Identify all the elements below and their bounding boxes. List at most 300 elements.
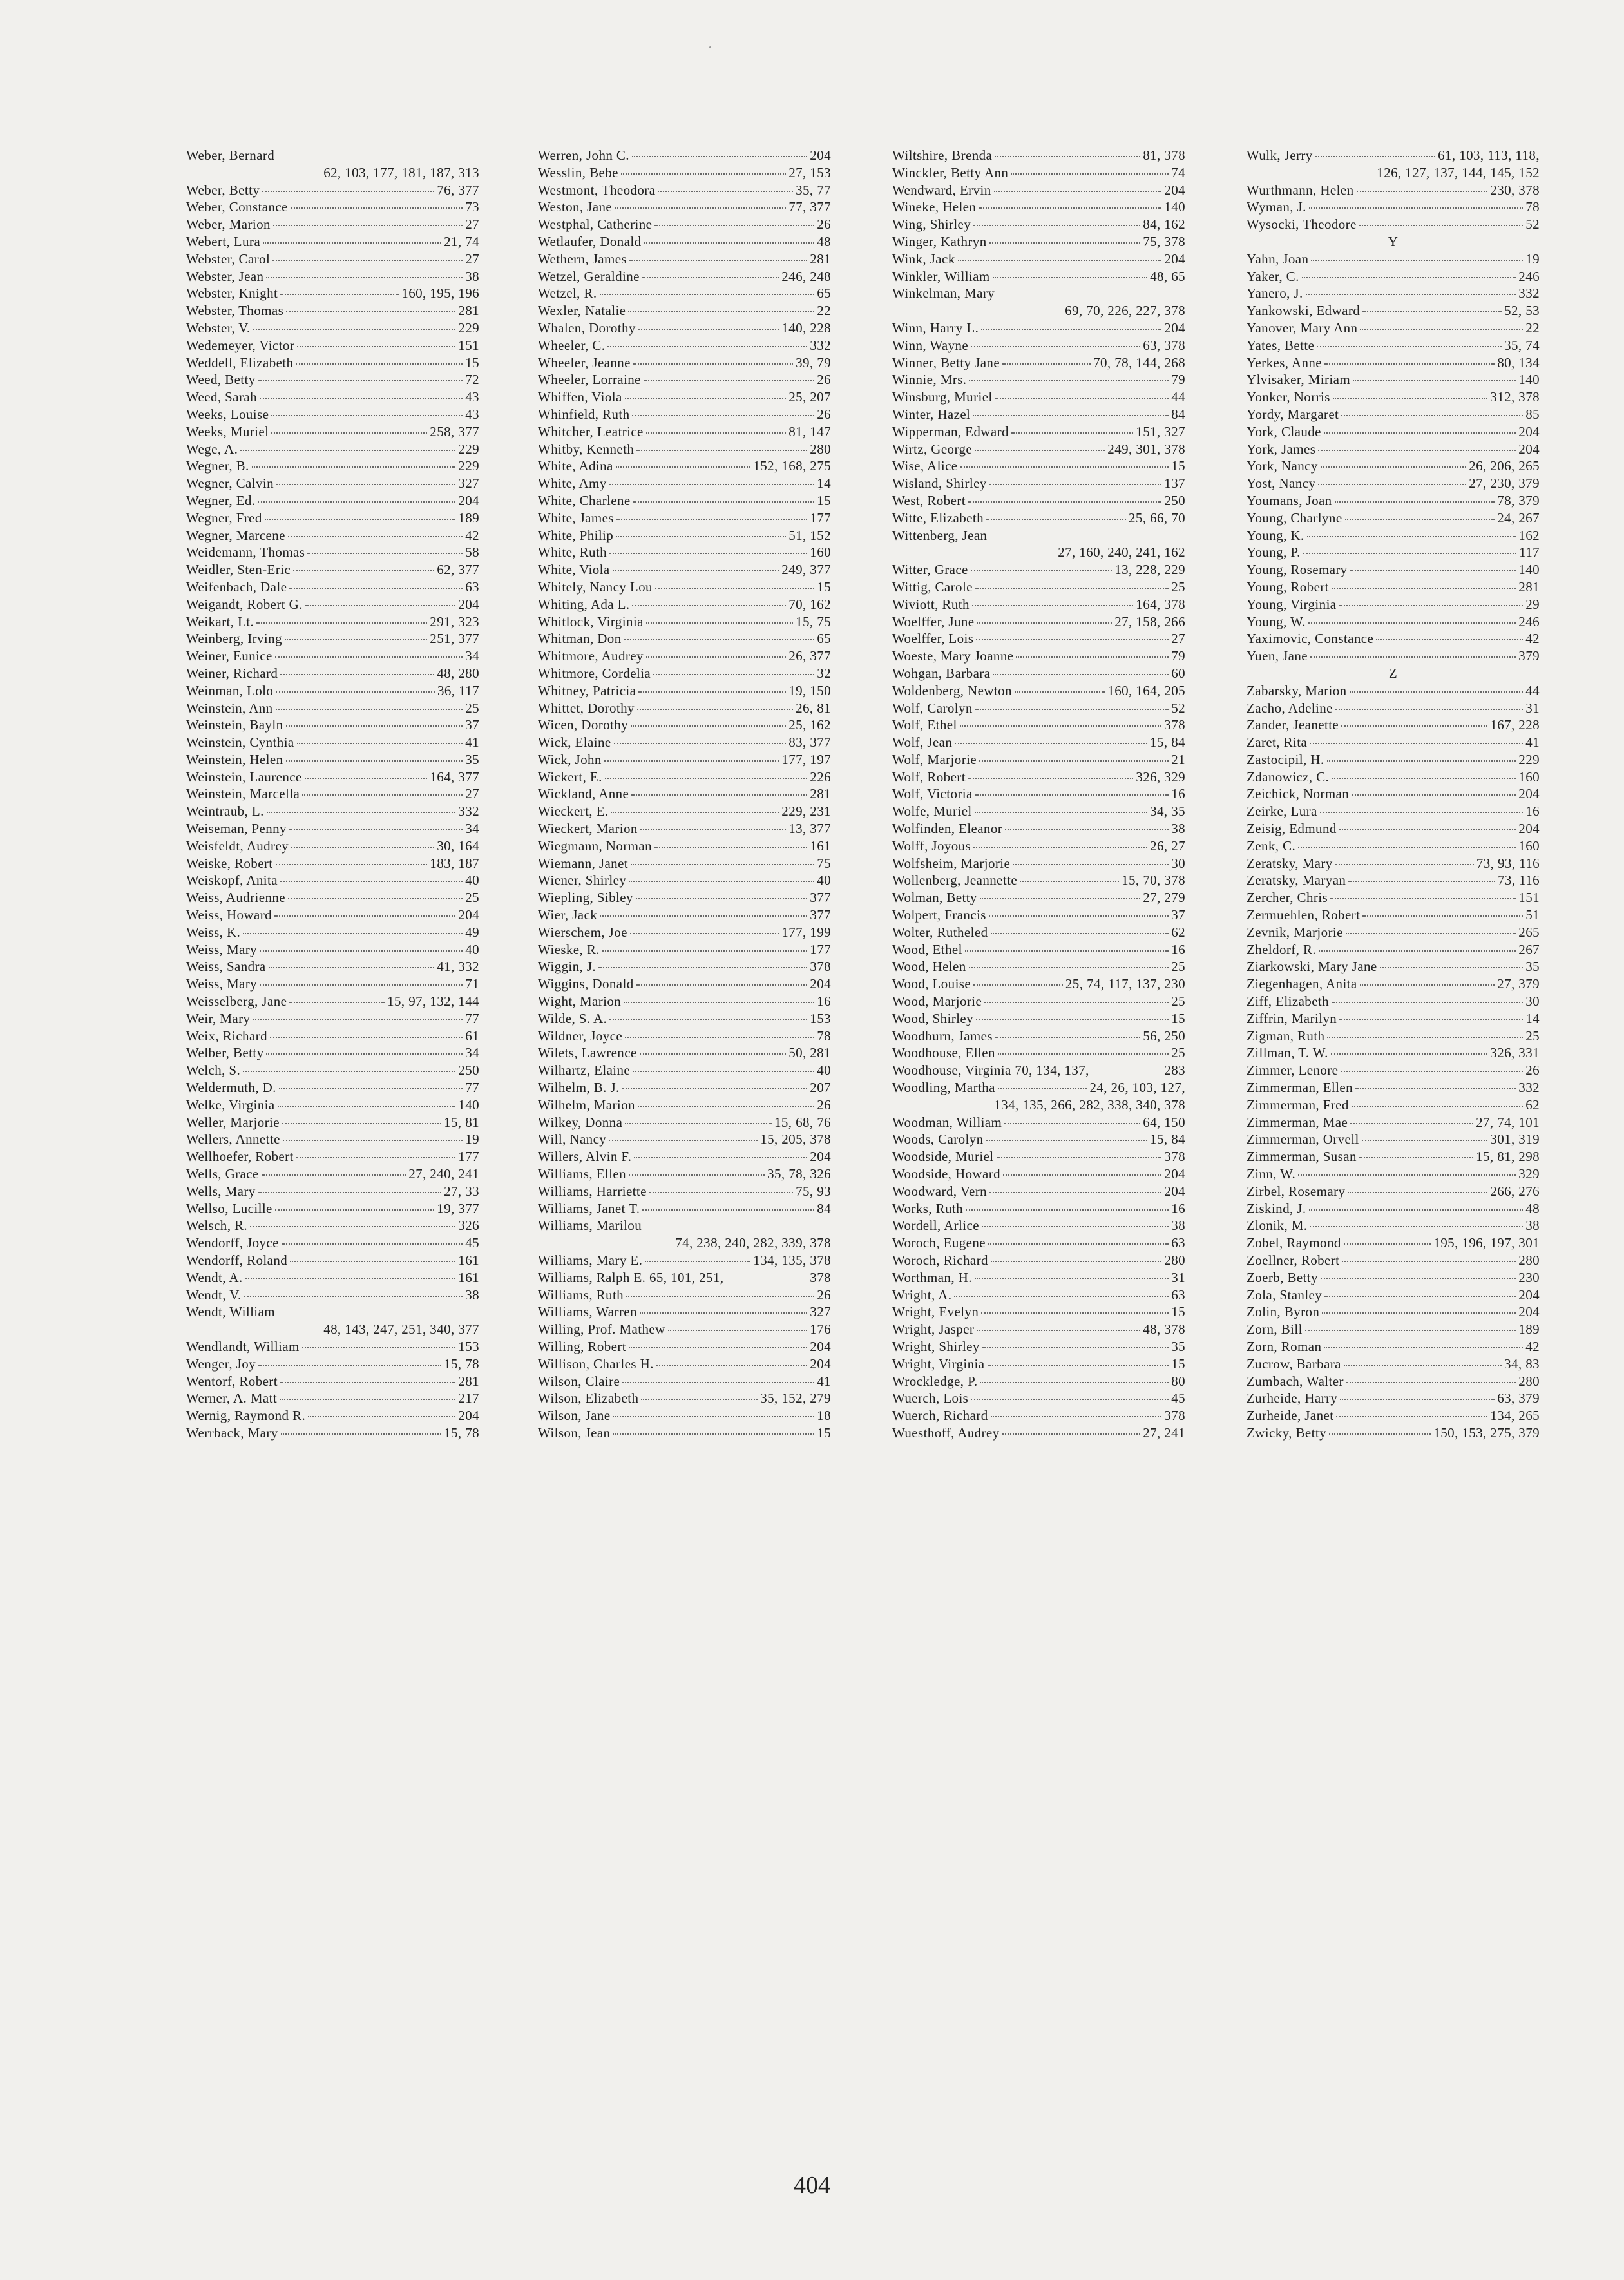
dot-leader: [960, 725, 1162, 727]
entry-name: Wendlandt, William: [186, 1338, 300, 1354]
index-entry: [892, 579, 1185, 596]
dot-leader: [642, 1209, 814, 1211]
entry-pages: 51: [1525, 907, 1540, 923]
index-entry: [538, 198, 831, 216]
entry-name: Weber, Bernard: [186, 148, 275, 163]
entry-pages: 77: [465, 1080, 479, 1096]
index-entry: [186, 803, 479, 820]
index-entry: [538, 423, 831, 441]
entry-name: Wier, Jack: [538, 907, 598, 923]
entry-pages: 27: [1171, 631, 1185, 647]
entry-name: Ylvisaker, Miriam: [1247, 372, 1351, 388]
dot-leader: [1329, 1433, 1431, 1435]
dot-leader: [609, 484, 815, 485]
index-entry: [538, 1287, 831, 1304]
dot-leader: [993, 277, 1147, 278]
dot-leader: [1330, 898, 1516, 899]
entry-name: Zeratsky, Mary: [1247, 855, 1333, 871]
dot-leader: [274, 915, 455, 917]
dot-leader: [285, 639, 427, 640]
entry-name: Young, Rosemary: [1247, 562, 1348, 578]
index-entry: [538, 1079, 831, 1097]
dot-leader: [1002, 363, 1091, 365]
index-entry: [1247, 441, 1540, 458]
entry-name: White, Ruth: [538, 544, 607, 560]
dot-leader: [611, 812, 779, 813]
index-entry: [186, 1114, 479, 1131]
entry-pages: 34: [465, 648, 479, 664]
entry-name: Yaximovic, Constance: [1247, 631, 1374, 647]
entry-name: Zumbach, Walter: [1247, 1373, 1344, 1389]
index-entry: [186, 734, 479, 751]
index-entry: [538, 596, 831, 613]
dot-leader: [628, 311, 814, 312]
index-entry: [1247, 406, 1540, 423]
index-entry: [538, 1390, 831, 1407]
dot-leader: [302, 1347, 456, 1348]
dot-leader: [1332, 588, 1516, 589]
entry-name: Wiepling, Sibley: [538, 890, 633, 906]
entry-name: Yaker, C.: [1247, 268, 1299, 284]
dot-leader: [1322, 1312, 1516, 1314]
index-entry: [186, 1165, 479, 1183]
entry-name: Woelffer, June: [892, 613, 975, 629]
entry-pages: 38: [1525, 1218, 1540, 1234]
dot-leader: [616, 519, 807, 520]
entry-pages: 26, 377: [788, 648, 831, 664]
index-entry: [1247, 354, 1540, 372]
dot-leader: [276, 864, 428, 865]
entry-pages: 291, 323: [430, 613, 479, 629]
entry-pages: 226: [810, 769, 831, 785]
entry-pages: 48, 65: [1150, 268, 1185, 284]
entry-pages: 378: [1164, 1408, 1185, 1424]
index-entry: [538, 838, 831, 855]
entry-name: Winner, Betty Jane: [892, 354, 1000, 370]
index-entry: [538, 1131, 831, 1148]
entry-pages: 15: [1171, 1010, 1185, 1026]
entry-name: Wolf, Robert: [892, 769, 966, 785]
entry-name: Weidler, Sten-Eric: [186, 562, 291, 578]
entry-name: Wegner, Calvin: [186, 475, 274, 492]
entry-pages: 35: [1171, 1338, 1185, 1354]
entry-pages: 329: [1518, 1166, 1540, 1182]
entry-name: Weiss, Audrienne: [186, 890, 286, 906]
dot-leader: [654, 225, 814, 226]
entry-pages: 13, 228, 229: [1114, 562, 1185, 578]
entry-pages: 30: [1171, 855, 1185, 871]
entry-pages: 204: [1164, 251, 1185, 267]
entry-name: Wuesthoff, Audrey: [892, 1424, 1000, 1441]
entry-pages: 25: [465, 890, 479, 906]
dot-leader: [1332, 1002, 1523, 1003]
index-entry: [1247, 751, 1540, 769]
entry-pages: 26: [817, 216, 831, 233]
dot-leader: [1348, 1192, 1487, 1193]
dot-leader: [245, 1278, 456, 1279]
index-entry: [186, 769, 479, 786]
index-entry: [892, 647, 1185, 665]
entry-pages: 26: [817, 1097, 831, 1113]
index-entry: [892, 1217, 1185, 1234]
entry-pages: 25, 66, 70: [1129, 510, 1185, 526]
entry-pages: 15: [465, 354, 479, 370]
dot-leader: [988, 1365, 1169, 1366]
entry-pages: 41: [817, 1373, 831, 1389]
entry-name: Wells, Grace: [186, 1166, 259, 1182]
index-entry: [1247, 769, 1540, 786]
index-entry: [538, 889, 831, 906]
dot-leader: [1353, 380, 1516, 381]
dot-leader: [613, 1433, 814, 1435]
dot-leader: [969, 380, 1169, 381]
entry-pages: 25: [1171, 1045, 1185, 1061]
entry-name: Woodburn, James: [892, 1028, 993, 1044]
dot-leader: [296, 1157, 456, 1158]
index-entry: [186, 613, 479, 631]
entry-pages: 204: [810, 1338, 831, 1354]
entry-name: Woeste, Mary Joanne: [892, 648, 1014, 664]
entry-name: Woods, Carolyn: [892, 1131, 984, 1147]
dot-leader: [958, 260, 1162, 261]
entry-name: Wickert, E.: [538, 769, 602, 785]
index-entry: [892, 1269, 1185, 1287]
entry-pages: 27, 153: [788, 164, 831, 180]
index-entry: [186, 872, 479, 889]
dot-leader: [1340, 1399, 1495, 1400]
dot-leader: [638, 1106, 814, 1107]
index-entry: [538, 1200, 831, 1218]
dot-leader: [1339, 605, 1524, 606]
dot-leader: [305, 778, 428, 779]
entry-pages: 40: [465, 941, 479, 957]
entry-pages: 27, 33: [444, 1183, 479, 1199]
dot-leader: [1362, 311, 1502, 312]
dot-leader: [1318, 484, 1466, 485]
entry-pages: 266, 276: [1490, 1183, 1540, 1199]
index-entry: [1247, 579, 1540, 596]
dot-leader: [256, 622, 427, 624]
entry-pages: 281: [458, 303, 479, 319]
index-entry: [538, 527, 831, 544]
dot-leader: [297, 346, 455, 347]
entry-pages: 14: [817, 475, 831, 492]
entry-name: Wegner, B.: [186, 458, 249, 474]
entry-name: Wilkey, Donna: [538, 1114, 623, 1130]
entry-name: Wink, Jack: [892, 251, 955, 267]
entry-pages: 21: [1171, 751, 1185, 767]
entry-pages: 75, 378: [1143, 233, 1185, 249]
entry-name: Winger, Kathryn: [892, 233, 987, 249]
dot-leader: [1352, 794, 1516, 796]
entry-name: Wilson, Jane: [538, 1408, 611, 1424]
entry-pages: 280: [810, 441, 831, 457]
entry-pages: 48: [817, 233, 831, 249]
dot-leader: [1350, 1123, 1473, 1124]
index-entry: [538, 1010, 831, 1028]
entry-pages: 140: [458, 1097, 479, 1113]
entry-pages: 62: [1525, 1097, 1540, 1113]
entry-name: Zacho, Adeline: [1247, 700, 1333, 716]
entry-name: Wolf, Jean: [892, 734, 953, 751]
entry-pages: 164, 377: [430, 769, 479, 785]
entry-name: Woodhouse, Virginia 70, 134, 137,: [892, 1062, 1089, 1078]
dot-leader: [250, 1226, 455, 1227]
entry-pages: 16: [1171, 1200, 1185, 1216]
entry-pages: 160: [810, 544, 831, 560]
entry-name: Williams, Warren: [538, 1304, 637, 1320]
entry-name: Zeirke, Lura: [1247, 803, 1317, 819]
dot-leader: [616, 536, 786, 537]
dot-leader: [1355, 1088, 1516, 1089]
dot-leader: [1004, 1123, 1140, 1124]
entry-name: Weisfeldt, Audrey: [186, 838, 289, 854]
index-entry: [186, 889, 479, 906]
entry-pages: 73: [465, 199, 479, 215]
entry-name: Wohgan, Barbara: [892, 665, 991, 681]
dot-leader: [1298, 847, 1516, 848]
index-entry: [1247, 561, 1540, 579]
index-entry: [186, 1407, 479, 1424]
entry-pages: 79: [1171, 372, 1185, 388]
dot-leader: [1335, 864, 1474, 865]
index-entry: [1247, 216, 1540, 233]
index-entry: [186, 354, 479, 372]
entry-name: Wineke, Helen: [892, 199, 977, 215]
index-entry: [892, 527, 1185, 544]
index-entry: [538, 233, 831, 251]
entry-pages: 152, 168, 275: [753, 458, 831, 474]
entry-pages: 332: [1518, 285, 1540, 302]
entry-name: Zimmerman, Fred: [1247, 1097, 1349, 1113]
dot-leader: [626, 1296, 814, 1297]
index-entry: [892, 233, 1185, 251]
index-entry: [892, 457, 1185, 475]
entry-name: Wiggin, J.: [538, 959, 597, 975]
dot-leader: [269, 967, 435, 968]
entry-pages: 177: [810, 510, 831, 526]
entry-pages: 61, 103, 113, 118,: [1438, 148, 1540, 163]
index-entry: [538, 975, 831, 993]
entry-pages: 217: [458, 1390, 479, 1406]
entry-pages: 42: [1525, 1338, 1540, 1354]
entry-name: Werrback, Mary: [186, 1424, 278, 1441]
dot-leader: [991, 1261, 1161, 1262]
entry-name: Whitman, Don: [538, 631, 622, 647]
entry-name: Whitlock, Virginia: [538, 613, 644, 629]
entry-name: Wernig, Raymond R.: [186, 1408, 306, 1424]
entry-name: Weston, Jane: [538, 199, 613, 215]
entry-pages: 25, 74, 117, 137, 230: [1065, 976, 1185, 992]
entry-pages: 31: [1171, 1269, 1185, 1285]
entry-name: Wentorf, Robert: [186, 1373, 278, 1389]
entry-name: Wicen, Dorothy: [538, 717, 629, 733]
dot-leader: [1324, 1296, 1516, 1297]
entry-pages: 204: [1518, 1304, 1540, 1320]
dot-leader: [1350, 691, 1524, 693]
entry-name: Weiss, Howard: [186, 907, 272, 923]
index-entry: [1247, 872, 1540, 889]
dot-leader: [624, 639, 815, 640]
index-entry: [892, 441, 1185, 458]
entry-pages: 204: [810, 1356, 831, 1372]
dot-leader: [266, 277, 463, 278]
dot-leader: [625, 1037, 814, 1038]
entry-name: Wilson, Claire: [538, 1373, 620, 1389]
entry-pages: 177, 199: [781, 924, 831, 940]
index-entry: [1247, 889, 1540, 906]
dot-leader: [1311, 260, 1523, 261]
entry-name: Zillman, T. W.: [1247, 1045, 1328, 1061]
entry-pages: 250: [458, 1062, 479, 1078]
entry-pages: 164, 378: [1136, 596, 1185, 612]
dot-leader: [989, 242, 1141, 244]
entry-name: Wethern, James: [538, 251, 627, 267]
entry-pages: 229: [458, 458, 479, 474]
dot-leader: [995, 156, 1140, 157]
entry-name: Wilets, Lawrence: [538, 1045, 637, 1061]
entry-pages: 84: [1171, 406, 1185, 422]
index-entry: [186, 406, 479, 423]
index-entry: [1247, 855, 1540, 872]
entry-name: Werren, John C.: [538, 148, 629, 163]
index-entry: [1247, 1373, 1540, 1390]
index-entry: [538, 1321, 831, 1338]
index-entry: [186, 751, 479, 769]
dot-leader: [600, 294, 815, 295]
entry-pages: 301, 319: [1490, 1131, 1540, 1147]
page-number: 404: [794, 2172, 830, 2199]
entry-pages: 43: [465, 406, 479, 422]
dot-leader: [607, 346, 807, 347]
entry-pages: 24, 267: [1497, 510, 1540, 526]
index-entry: [1247, 1407, 1540, 1424]
dot-leader: [989, 915, 1169, 917]
dot-leader: [636, 898, 807, 899]
entry-pages: 326, 331: [1490, 1045, 1540, 1061]
entry-pages: 161: [810, 838, 831, 854]
entry-pages: 27: [465, 251, 479, 267]
dot-leader: [275, 656, 463, 658]
index-entry: [892, 337, 1185, 354]
entry-pages: 72: [465, 372, 479, 388]
entry-name: Young, Virginia: [1247, 596, 1337, 612]
dot-leader: [975, 450, 1105, 451]
entry-name: Wilhartz, Elaine: [538, 1062, 631, 1078]
index-entry: [892, 1010, 1185, 1028]
dot-leader: [984, 1002, 1169, 1003]
entry-pages: 267: [1518, 941, 1540, 957]
entry-pages: 250: [1164, 492, 1185, 508]
dot-leader: [1362, 915, 1523, 917]
dot-leader: [616, 466, 751, 468]
entry-name: Whinfield, Ruth: [538, 406, 630, 422]
dot-leader: [604, 760, 779, 762]
dot-leader: [645, 1261, 750, 1262]
entry-pages: 77: [465, 1010, 479, 1026]
dot-leader: [641, 1399, 758, 1400]
index-entry: [538, 1183, 831, 1200]
index-entry: [1247, 1097, 1540, 1114]
entry-name: Youmans, Joan: [1247, 492, 1332, 508]
entry-pages: 40: [465, 872, 479, 888]
entry-name: Wipperman, Edward: [892, 423, 1009, 439]
dot-leader: [271, 415, 463, 416]
index-entry: [538, 441, 831, 458]
dot-leader: [302, 794, 463, 796]
entry-pages: 229: [1518, 751, 1540, 767]
entry-pages: 49: [465, 924, 479, 940]
entry-name: Wendward, Ervin: [892, 182, 991, 198]
entry-name: White, Amy: [538, 475, 607, 492]
dot-leader: [1331, 1053, 1488, 1055]
entry-name: Yanover, Mary Ann: [1247, 320, 1358, 336]
entry-pages: 65: [817, 285, 831, 302]
dot-leader: [1020, 881, 1119, 882]
dot-leader: [975, 1278, 1169, 1279]
index-entry: [892, 216, 1185, 233]
dot-leader: [289, 1002, 385, 1003]
index-entry: [186, 1234, 479, 1252]
entry-pages: 281: [810, 251, 831, 267]
index-entry: [892, 785, 1185, 803]
dot-leader: [955, 743, 1147, 744]
entry-name: Ziegenhagen, Anita: [1247, 976, 1357, 992]
index-entry: [892, 716, 1185, 734]
dot-leader: [273, 225, 463, 226]
index-entry: [186, 268, 479, 285]
dot-leader: [280, 881, 463, 882]
index-entry: [186, 924, 479, 941]
entry-name: Wrockledge, P.: [892, 1373, 978, 1389]
index-entry: [186, 820, 479, 838]
entry-name: Yerkes, Anne: [1247, 354, 1322, 370]
entry-name: Weiss, Sandra: [186, 959, 266, 975]
entry-name: York, Nancy: [1247, 458, 1318, 474]
index-entry: [1247, 785, 1540, 803]
entry-name: Wolf, Victoria: [892, 786, 973, 802]
entry-name: Wolpert, Francis: [892, 907, 986, 923]
entry-name: Witte, Elizabeth: [892, 510, 984, 526]
dot-leader: [1342, 1261, 1516, 1262]
dot-leader: [646, 656, 786, 658]
entry-pages: 204: [458, 492, 479, 508]
entry-name: Ziarkowski, Mary Jane: [1247, 959, 1377, 975]
index-entry: [892, 475, 1185, 492]
index-entry: [892, 1303, 1185, 1321]
entry-pages: 70, 78, 144, 268: [1093, 354, 1185, 370]
dot-leader: [966, 1209, 1169, 1211]
index-entry: [1247, 993, 1540, 1010]
paper-speck: [709, 46, 711, 48]
index-entry: [1247, 820, 1540, 838]
dot-leader: [629, 1347, 807, 1348]
index-entry: [1247, 1028, 1540, 1045]
index-entry: [892, 838, 1185, 855]
dot-leader: [632, 605, 786, 606]
dot-leader: [1346, 933, 1516, 934]
entry-name: Wheeler, Lorraine: [538, 372, 641, 388]
index-entry: [892, 906, 1185, 924]
dot-leader: [646, 622, 793, 624]
entry-pages: 79: [1171, 648, 1185, 664]
entry-pages: 229: [458, 441, 479, 457]
entry-name: Zeratsky, Maryan: [1247, 872, 1346, 888]
entry-name: Zaret, Rita: [1247, 734, 1308, 751]
index-entry: [538, 1114, 831, 1131]
dot-leader: [968, 778, 1133, 779]
dot-leader: [243, 933, 463, 934]
